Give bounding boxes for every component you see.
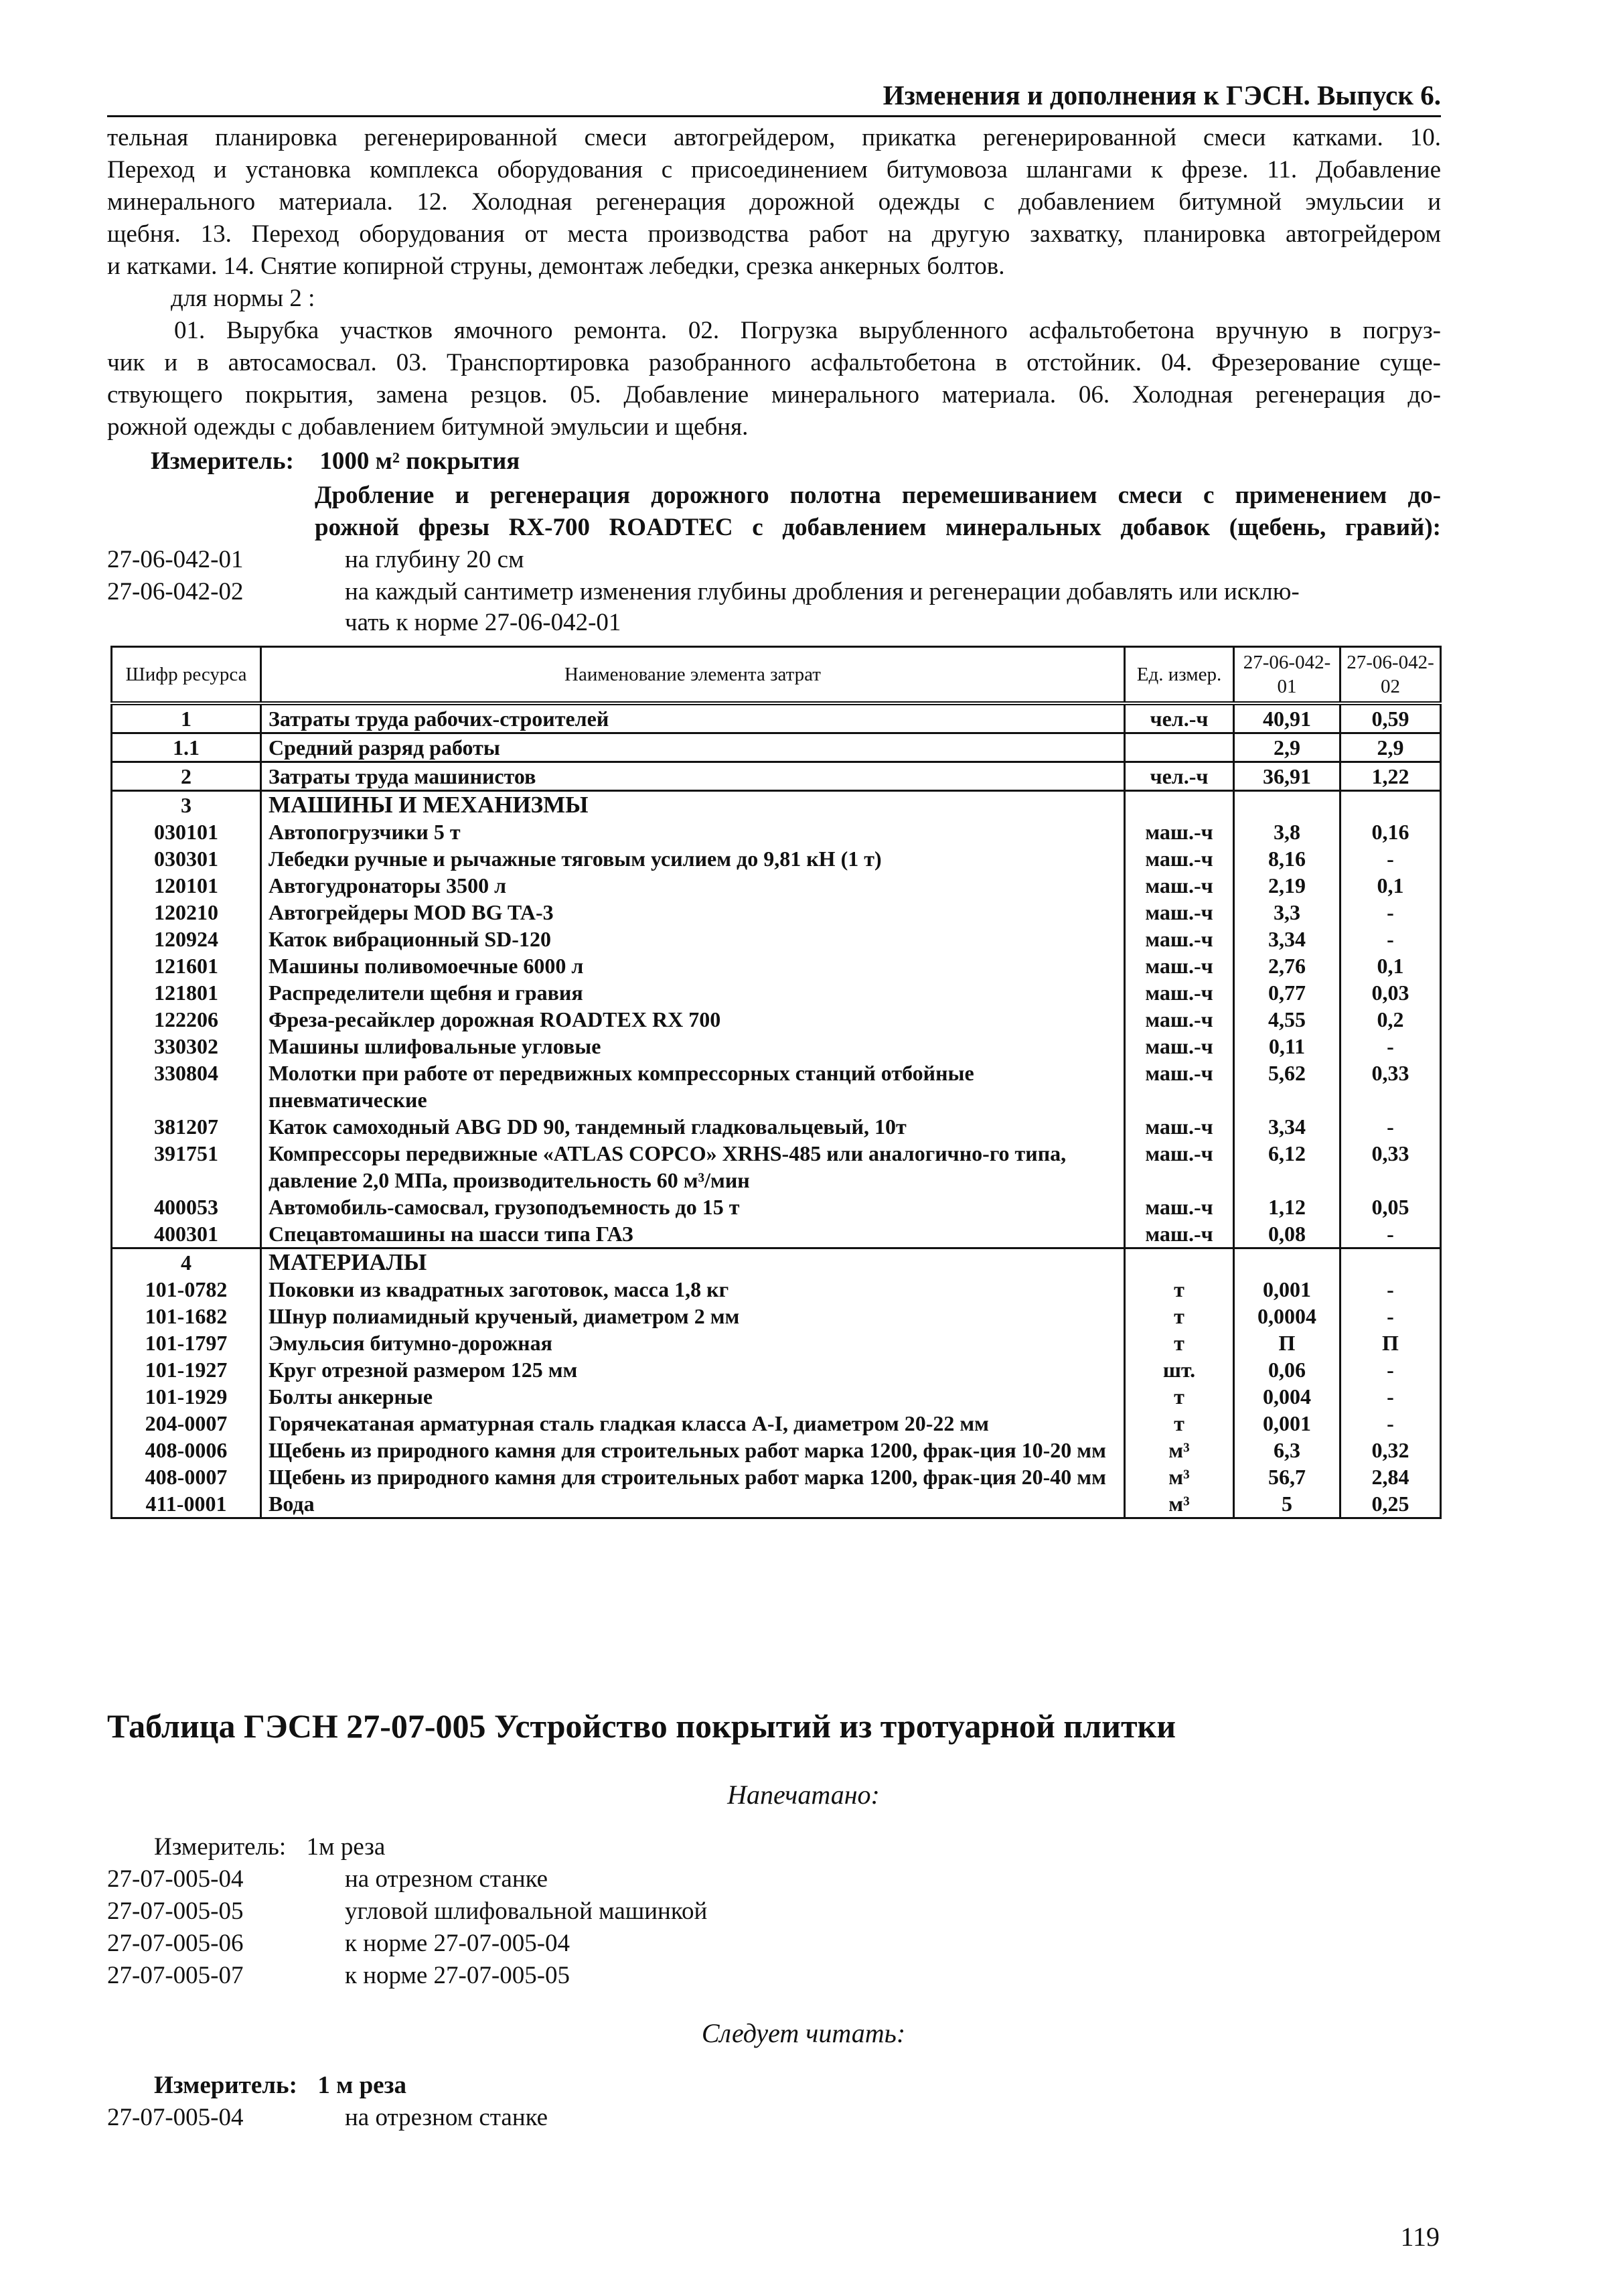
value-042-02-cell: - xyxy=(1341,845,1441,872)
value-042-02-cell: 0,33 xyxy=(1341,1140,1441,1194)
unit-cell: маш.-ч xyxy=(1125,818,1234,845)
value-042-01-cell: 8,16 xyxy=(1234,845,1341,872)
norm2-line: чик и в автосамосвал. 03. Транспортировка разобранного асфальтобетона в отстойник. 04. Фрезерование суще- xyxy=(107,349,1441,376)
resource-code-cell: 101-1797 xyxy=(112,1330,261,1356)
norm2-line: 01. Вырубка участков ямочного ремонта. 02. Погрузка вырубленного асфальтобетона вручную в погруз- xyxy=(174,317,1441,344)
value-042-02-cell: 0,33 xyxy=(1341,1060,1441,1113)
value-042-01-cell: 3,3 xyxy=(1234,899,1341,926)
value-042-02-cell: П xyxy=(1341,1330,1441,1356)
table-row xyxy=(112,1356,1441,1383)
description-line: рожной фрезы RX-700 ROADTEC с добавлением минеральных добавок (щебень, гравий): xyxy=(315,514,1441,541)
value-042-01-cell: 0,11 xyxy=(1234,1033,1341,1060)
printed-text: к норме 27-07-005-04 xyxy=(345,1930,570,1957)
intro-paragraph xyxy=(107,122,1441,283)
resource-name-cell: Фреза-ресайклер дорожная ROADTEX RX 700 xyxy=(261,1006,1125,1033)
resource-code-cell: 121601 xyxy=(112,952,261,979)
value-042-02-cell: 0,05 xyxy=(1341,1194,1441,1220)
resource-name-cell: Щебень из природного камня для строительных работ марка 1200, фрак-ция 10-20 мм xyxy=(261,1437,1125,1463)
table-row xyxy=(112,1033,1441,1060)
table-row xyxy=(112,818,1441,845)
unit-cell: маш.-ч xyxy=(1125,1194,1234,1220)
table-row xyxy=(112,1194,1441,1220)
value-042-02-cell: - xyxy=(1341,1276,1441,1303)
resource-code-cell: 120101 xyxy=(112,872,261,899)
resource-code-cell: 408-0006 xyxy=(112,1437,261,1463)
table-row xyxy=(112,1060,1441,1113)
value-042-01-cell: 2,9 xyxy=(1234,733,1341,762)
unit-cell: маш.-ч xyxy=(1125,1060,1234,1113)
value-042-02-cell xyxy=(1341,791,1441,819)
norm2-paragraph xyxy=(107,315,1441,443)
unit-cell: маш.-ч xyxy=(1125,979,1234,1006)
resource-code-cell: 408-0007 xyxy=(112,1463,261,1490)
table-header-row xyxy=(112,647,1441,704)
resource-name-cell: Поковки из квадратных заготовок, масса 1,8 кг xyxy=(261,1276,1125,1303)
table-row xyxy=(112,1330,1441,1356)
value-042-02-cell: 0,59 xyxy=(1341,703,1441,733)
table-row xyxy=(112,872,1441,899)
table-row xyxy=(112,791,1441,819)
norm2-line: рожной одежды с добавлением битумной эмульсии и щебня. xyxy=(107,413,749,441)
unit-cell: маш.-ч xyxy=(1125,1113,1234,1140)
header-cell: 27-06-042-01 xyxy=(1234,647,1341,704)
resource-name-cell: Шнур полиамидный крученый, диаметром 2 мм xyxy=(261,1303,1125,1330)
unit-cell: чел.-ч xyxy=(1125,703,1234,733)
value-042-01-cell: 36,91 xyxy=(1234,762,1341,791)
unit-cell: т xyxy=(1125,1303,1234,1330)
resource-name-cell: Эмульсия битумно-дорожная xyxy=(261,1330,1125,1356)
value-042-02-cell: 0,1 xyxy=(1341,872,1441,899)
resource-name-cell: Средний разряд работы xyxy=(261,733,1125,762)
unit-cell: т xyxy=(1125,1410,1234,1437)
table-row xyxy=(112,762,1441,791)
value-042-02-cell: 2,9 xyxy=(1341,733,1441,762)
norm-text: на глубину 20 см xyxy=(345,546,524,573)
resource-code-cell: 101-1929 xyxy=(112,1383,261,1410)
section-title: Таблица ГЭСН 27-07-005 Устройство покрытий из тротуарной плитки xyxy=(107,1707,1176,1745)
value-042-01-cell: 56,7 xyxy=(1234,1463,1341,1490)
value-042-01-cell: 6,12 xyxy=(1234,1140,1341,1194)
value-042-02-cell: 0,1 xyxy=(1341,952,1441,979)
value-042-02-cell: 0,03 xyxy=(1341,979,1441,1006)
resource-code-cell: 030301 xyxy=(112,845,261,872)
value-042-01-cell xyxy=(1234,791,1341,819)
resource-code-cell: 400053 xyxy=(112,1194,261,1220)
read-code-row xyxy=(107,2102,548,2134)
resource-code-cell: 1 xyxy=(112,703,261,733)
value-042-01-cell: 3,34 xyxy=(1234,1113,1341,1140)
value-042-02-cell: - xyxy=(1341,1303,1441,1330)
unit-cell: м³ xyxy=(1125,1463,1234,1490)
header-cell: Шифр ресурса xyxy=(112,647,261,704)
measure-label: Измеритель: xyxy=(151,447,294,475)
value-042-01-cell: 5 xyxy=(1234,1490,1341,1518)
printed-code: 27-07-005-05 xyxy=(107,1897,244,1925)
value-042-01-cell: П xyxy=(1234,1330,1341,1356)
value-042-02-cell: - xyxy=(1341,1356,1441,1383)
printed-measure-label: Измеритель: xyxy=(154,1833,287,1861)
norm-text-continuation: чать к норме 27-06-042-01 xyxy=(345,609,621,636)
printed-code-row xyxy=(107,1895,707,1928)
value-042-02-cell: 2,84 xyxy=(1341,1463,1441,1490)
read-measure-label: Измеритель: xyxy=(154,2072,297,2099)
table-row xyxy=(112,1140,1441,1194)
value-042-02-cell: 0,2 xyxy=(1341,1006,1441,1033)
resource-code-cell: 330804 xyxy=(112,1060,261,1113)
norm-code-row xyxy=(107,544,524,576)
value-042-01-cell: 0,001 xyxy=(1234,1410,1341,1437)
norm-description xyxy=(315,480,1441,544)
resource-code-cell: 101-1682 xyxy=(112,1303,261,1330)
resource-code-cell: 204-0007 xyxy=(112,1410,261,1437)
value-042-01-cell: 2,19 xyxy=(1234,872,1341,899)
resource-code-cell: 3 xyxy=(112,791,261,819)
table-row xyxy=(112,952,1441,979)
value-042-02-cell: 0,16 xyxy=(1341,818,1441,845)
value-042-02-cell: 0,32 xyxy=(1341,1437,1441,1463)
table-row xyxy=(112,979,1441,1006)
printed-text: угловой шлифовальной машинкой xyxy=(345,1897,708,1925)
resource-name-cell: Каток самоходный ABG DD 90, тандемный гладковальцевый, 10т xyxy=(261,1113,1125,1140)
value-042-01-cell: 2,76 xyxy=(1234,952,1341,979)
intro-line: тельная планировка регенерированной смеси автогрейдером, прикатка регенерированной смеси катками. 10. xyxy=(107,124,1441,151)
intro-line: Переход и установка комплекса оборудования с присоединением битумовоза шлангами к фрезе. 11. Добавление xyxy=(107,156,1441,184)
value-042-02-cell: - xyxy=(1341,899,1441,926)
header-rule xyxy=(107,115,1441,117)
value-042-02-cell: - xyxy=(1341,1383,1441,1410)
measure-value: 1000 м² покрытия xyxy=(319,447,520,475)
value-042-02-cell: - xyxy=(1341,1033,1441,1060)
resource-name-cell: Машины шлифовальные угловые xyxy=(261,1033,1125,1060)
printed-code: 27-07-005-07 xyxy=(107,1962,244,1989)
resource-name-cell: Каток вибрационный SD-120 xyxy=(261,926,1125,952)
unit-cell: маш.-ч xyxy=(1125,899,1234,926)
intro-line: щебня. 13. Переход оборудования от места производства работ на другую захватку, планировка автогрейдером xyxy=(107,220,1441,248)
resource-name-cell: Щебень из природного камня для строительных работ марка 1200, фрак-ция 20-40 мм xyxy=(261,1463,1125,1490)
measure-line xyxy=(151,445,520,478)
value-042-01-cell: 3,34 xyxy=(1234,926,1341,952)
resource-name-cell: Горячекатаная арматурная сталь гладкая класса A-I, диаметром 20-22 мм xyxy=(261,1410,1125,1437)
resource-code-cell: 1.1 xyxy=(112,733,261,762)
norm-code: 27-06-042-01 xyxy=(107,546,244,573)
value-042-01-cell: 6,3 xyxy=(1234,1437,1341,1463)
read-label: Следует читать: xyxy=(701,2018,906,2048)
value-042-01-cell: 3,8 xyxy=(1234,818,1341,845)
resource-code-cell: 122206 xyxy=(112,1006,261,1033)
value-042-01-cell: 5,62 xyxy=(1234,1060,1341,1113)
header-cell: Ед. измер. xyxy=(1125,647,1234,704)
printed-measure-value: 1м реза xyxy=(306,1833,386,1861)
page-number: 119 xyxy=(1400,2222,1440,2252)
unit-cell: чел.-ч xyxy=(1125,762,1234,791)
read-measure xyxy=(154,2070,406,2102)
printed-text: к норме 27-07-005-05 xyxy=(345,1962,570,1989)
table-row xyxy=(112,1248,1441,1277)
value-042-02-cell: - xyxy=(1341,1410,1441,1437)
resource-code-cell: 391751 xyxy=(112,1140,261,1194)
resource-code-cell: 101-0782 xyxy=(112,1276,261,1303)
table-row xyxy=(112,1383,1441,1410)
resource-name-cell: Спецавтомашины на шасси типа ГАЗ xyxy=(261,1220,1125,1248)
resource-name-cell: Вода xyxy=(261,1490,1125,1518)
value-042-01-cell: 1,12 xyxy=(1234,1194,1341,1220)
unit-cell: маш.-ч xyxy=(1125,926,1234,952)
value-042-02-cell: 1,22 xyxy=(1341,762,1441,791)
unit-cell: маш.-ч xyxy=(1125,1220,1234,1248)
running-header: Изменения и дополнения к ГЭСН. Выпуск 6. xyxy=(883,80,1441,111)
resource-code-cell: 381207 xyxy=(112,1113,261,1140)
norm-code: 27-06-042-02 xyxy=(107,578,244,605)
header-cell: Наименование элемента затрат xyxy=(261,647,1125,704)
value-042-02-cell: - xyxy=(1341,1220,1441,1248)
unit-cell: маш.-ч xyxy=(1125,952,1234,979)
value-042-02-cell: 0,25 xyxy=(1341,1490,1441,1518)
norm-text: на каждый сантиметр изменения глубины дробления и регенерации добавлять или исклю- xyxy=(345,578,1300,605)
table-row xyxy=(112,733,1441,762)
value-042-01-cell: 0,06 xyxy=(1234,1356,1341,1383)
resource-code-cell: 121801 xyxy=(112,979,261,1006)
value-042-01-cell: 0,004 xyxy=(1234,1383,1341,1410)
table-row xyxy=(112,845,1441,872)
unit-cell: т xyxy=(1125,1276,1234,1303)
table-row xyxy=(112,1006,1441,1033)
value-042-01-cell: 0,0004 xyxy=(1234,1303,1341,1330)
resource-name-cell: Болты анкерные xyxy=(261,1383,1125,1410)
unit-cell: маш.-ч xyxy=(1125,1033,1234,1060)
resource-name-cell: МАТЕРИАЛЫ xyxy=(261,1248,1125,1277)
table-row xyxy=(112,703,1441,733)
resource-table xyxy=(110,646,1442,1519)
unit-cell: м³ xyxy=(1125,1437,1234,1463)
table-row xyxy=(112,1437,1441,1463)
resource-name-cell: Машины поливомоечные 6000 л xyxy=(261,952,1125,979)
printed-code-row xyxy=(107,1960,570,1992)
resource-name-cell: Затраты труда рабочих-строителей xyxy=(261,703,1125,733)
resource-code-cell: 411-0001 xyxy=(112,1490,261,1518)
intro-line: и катками. 14. Снятие копирной струны, демонтаж лебедки, срезка анкерных болтов. xyxy=(107,253,1005,280)
value-042-02-cell: - xyxy=(1341,926,1441,952)
printed-label: Напечатано: xyxy=(727,1780,880,1810)
table-row xyxy=(112,1410,1441,1437)
unit-cell: шт. xyxy=(1125,1356,1234,1383)
table-row xyxy=(112,926,1441,952)
read-measure-value: 1 м реза xyxy=(317,2072,406,2099)
unit-cell xyxy=(1125,791,1234,819)
norm2-line: ствующего покрытия, замена резцов. 05. Добавление минерального материала. 06. Холодная регенерация до- xyxy=(107,381,1441,409)
table-row xyxy=(112,1490,1441,1518)
unit-cell: м³ xyxy=(1125,1490,1234,1518)
table-row xyxy=(112,1276,1441,1303)
resource-name-cell: Молотки при работе от передвижных компрессорных станций отбойные пневматические xyxy=(261,1060,1125,1113)
table-row xyxy=(112,1463,1441,1490)
table-row xyxy=(112,1303,1441,1330)
printed-code-row xyxy=(107,1928,570,1960)
read-code: 27-07-005-04 xyxy=(107,2104,244,2131)
resource-code-cell: 2 xyxy=(112,762,261,791)
resource-code-cell: 120924 xyxy=(112,926,261,952)
printed-measure xyxy=(154,1831,385,1863)
resource-code-cell: 120210 xyxy=(112,899,261,926)
resource-name-cell: Затраты труда машинистов xyxy=(261,762,1125,791)
table-row xyxy=(112,899,1441,926)
resource-name-cell: Компрессоры передвижные «ATLAS COPCO» XRHS-485 или аналогично-го типа, давление 2,0 МПа, производительность 60 м³/мин xyxy=(261,1140,1125,1194)
resource-name-cell: Автопогрузчики 5 т xyxy=(261,818,1125,845)
printed-code: 27-07-005-06 xyxy=(107,1930,244,1957)
resource-name-cell: Автогудронаторы 3500 л xyxy=(261,872,1125,899)
table-row xyxy=(112,1113,1441,1140)
resource-name-cell: Круг отрезной размером 125 мм xyxy=(261,1356,1125,1383)
unit-cell: т xyxy=(1125,1330,1234,1356)
value-042-02-cell xyxy=(1341,1248,1441,1277)
value-042-01-cell: 0,77 xyxy=(1234,979,1341,1006)
resource-name-cell: Автогрейдеры MOD BG TA-3 xyxy=(261,899,1125,926)
resource-code-cell: 330302 xyxy=(112,1033,261,1060)
unit-cell: маш.-ч xyxy=(1125,872,1234,899)
value-042-01-cell xyxy=(1234,1248,1341,1277)
unit-cell: т xyxy=(1125,1383,1234,1410)
norm-code-row xyxy=(107,576,1441,608)
resource-name-cell: МАШИНЫ И МЕХАНИЗМЫ xyxy=(261,791,1125,819)
resource-code-cell: 030101 xyxy=(112,818,261,845)
table-row xyxy=(112,1220,1441,1248)
unit-cell: маш.-ч xyxy=(1125,845,1234,872)
value-042-01-cell: 0,001 xyxy=(1234,1276,1341,1303)
resource-code-cell: 101-1927 xyxy=(112,1356,261,1383)
resource-name-cell: Лебедки ручные и рычажные тяговым усилием до 9,81 кН (1 т) xyxy=(261,845,1125,872)
resource-code-cell: 400301 xyxy=(112,1220,261,1248)
value-042-01-cell: 0,08 xyxy=(1234,1220,1341,1248)
printed-text: на отрезном станке xyxy=(345,1865,548,1893)
resource-code-cell: 4 xyxy=(112,1248,261,1277)
value-042-02-cell: - xyxy=(1341,1113,1441,1140)
read-text: на отрезном станке xyxy=(345,2104,548,2131)
unit-cell xyxy=(1125,733,1234,762)
unit-cell: маш.-ч xyxy=(1125,1006,1234,1033)
printed-code: 27-07-005-04 xyxy=(107,1865,244,1893)
resource-name-cell: Автомобиль-самосвал, грузоподъемность до 15 т xyxy=(261,1194,1125,1220)
header-cell: 27-06-042-02 xyxy=(1341,647,1441,704)
unit-cell: маш.-ч xyxy=(1125,1140,1234,1194)
intro-line: минерального материала. 12. Холодная регенерация дорожной одежды с добавлением битумной эмульсии и xyxy=(107,188,1441,216)
value-042-01-cell: 40,91 xyxy=(1234,703,1341,733)
resource-name-cell: Распределители щебня и гравия xyxy=(261,979,1125,1006)
norm2-label: для нормы 2 : xyxy=(171,285,315,312)
printed-code-row xyxy=(107,1863,548,1895)
unit-cell xyxy=(1125,1248,1234,1277)
value-042-01-cell: 4,55 xyxy=(1234,1006,1341,1033)
description-line: Дробление и регенерация дорожного полотна перемешиванием смеси с применением до- xyxy=(315,482,1441,509)
